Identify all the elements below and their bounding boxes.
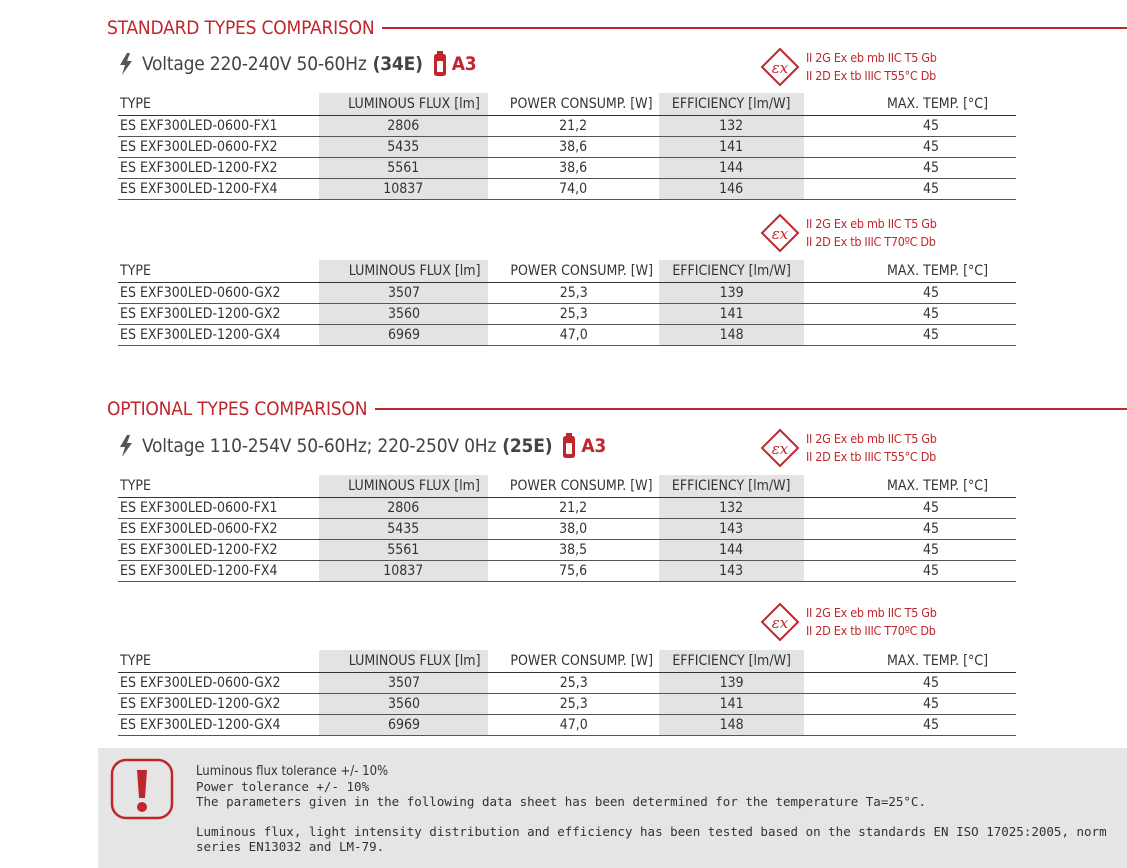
cell-power: 74,0 [488, 179, 659, 200]
spec-table-standard-gx [118, 260, 1016, 346]
cell-power: 38,6 [488, 137, 659, 158]
svg-text:εx: εx [771, 614, 789, 632]
lightning-bolt-icon [118, 435, 134, 457]
voltage-text: Voltage 220-240V 50-60Hz [142, 53, 367, 75]
spec-table-standard-fx [118, 93, 1016, 200]
ex-atex-icon [760, 602, 800, 642]
col-type: TYPE [118, 93, 319, 116]
warning-exclamation-icon [110, 758, 174, 824]
section-title-standard [107, 17, 1127, 39]
cell-type: ES EXF300LED-1200-GX2 [118, 694, 319, 715]
col-efficiency: EFFICIENCY [lm/W] [659, 475, 804, 498]
cell-efficiency: 143 [659, 561, 804, 582]
svg-text:εx: εx [771, 59, 789, 77]
atex-marking [760, 213, 937, 253]
cell-flux: 3507 [319, 673, 488, 694]
cell-max-temp: 45 [804, 325, 1016, 346]
ex-atex-icon [760, 213, 800, 253]
cell-efficiency: 148 [659, 325, 804, 346]
ex-atex-icon [760, 428, 800, 468]
section-divider [375, 408, 1127, 410]
cell-efficiency: 139 [659, 673, 804, 694]
cell-max-temp: 45 [804, 137, 1016, 158]
cell-flux: 3560 [319, 304, 488, 325]
section-title-text: STANDARD TYPES COMPARISON [107, 17, 375, 39]
cell-max-temp: 45 [804, 116, 1016, 137]
cell-efficiency: 144 [659, 540, 804, 561]
col-efficiency: EFFICIENCY [lm/W] [659, 650, 804, 673]
table-row [118, 498, 1016, 519]
atex-marking [760, 602, 937, 642]
table-row [118, 561, 1016, 582]
atex-line-dust: II 2D Ex tb IIIC T70ºC Db [806, 234, 936, 249]
col-luminous-flux: LUMINOUS FLUX [lm] [319, 475, 488, 498]
atex-line-dust: II 2D Ex tb IIIC T55°C Db [806, 449, 936, 464]
cell-flux: 3560 [319, 694, 488, 715]
cell-max-temp: 45 [804, 715, 1016, 736]
cell-type: ES EXF300LED-1200-GX2 [118, 304, 319, 325]
col-efficiency: EFFICIENCY [lm/W] [659, 93, 804, 116]
cell-power: 38,5 [488, 540, 659, 561]
cell-max-temp: 45 [804, 158, 1016, 179]
table-row [118, 519, 1016, 540]
col-efficiency: EFFICIENCY [lm/W] [659, 260, 804, 283]
voltage-code: (25E) [502, 435, 553, 457]
cell-max-temp: 45 [804, 561, 1016, 582]
cell-type: ES EXF300LED-1200-FX2 [118, 158, 319, 179]
cell-flux: 10837 [319, 179, 488, 200]
cell-type: ES EXF300LED-1200-FX4 [118, 179, 319, 200]
col-power: POWER CONSUMP. [W] [488, 475, 659, 498]
svg-text:εx: εx [771, 440, 789, 458]
table-header-row [118, 650, 1016, 673]
cell-power: 25,3 [488, 673, 659, 694]
table-row [118, 283, 1016, 304]
energy-class: A3 [451, 53, 477, 75]
cell-efficiency: 132 [659, 116, 804, 137]
cell-max-temp: 45 [804, 283, 1016, 304]
cell-efficiency: 144 [659, 158, 804, 179]
table-row [118, 540, 1016, 561]
cell-max-temp: 45 [804, 179, 1016, 200]
table-row [118, 304, 1016, 325]
spec-table-optional-fx [118, 475, 1016, 582]
cell-efficiency: 148 [659, 715, 804, 736]
cell-max-temp: 45 [804, 519, 1016, 540]
cell-efficiency: 146 [659, 179, 804, 200]
svg-text:εx: εx [771, 225, 789, 243]
cell-efficiency: 143 [659, 519, 804, 540]
voltage-code: (34E) [372, 53, 423, 75]
notes-panel [98, 748, 1127, 868]
table-row [118, 179, 1016, 200]
col-power: POWER CONSUMP. [W] [488, 260, 659, 283]
cell-max-temp: 45 [804, 540, 1016, 561]
cell-max-temp: 45 [804, 694, 1016, 715]
cell-type: ES EXF300LED-0600-GX2 [118, 673, 319, 694]
table-row [118, 158, 1016, 179]
cell-power: 21,2 [488, 116, 659, 137]
cell-power: 47,0 [488, 325, 659, 346]
cell-flux: 5435 [319, 137, 488, 158]
table-header-row [118, 475, 1016, 498]
col-type: TYPE [118, 475, 319, 498]
section-title-optional [107, 398, 1127, 420]
note-paragraph-line: Luminous flux, light intensity distribution and efficiency has been tested based on the standards EN ISO 17025:2005, norm [196, 824, 1107, 839]
cell-max-temp: 45 [804, 498, 1016, 519]
note-line: The parameters given in the following data sheet has been determined for the temperature Ta=25°C. [196, 794, 926, 809]
cell-type: ES EXF300LED-1200-GX4 [118, 715, 319, 736]
cell-power: 21,2 [488, 498, 659, 519]
cell-flux: 2806 [319, 116, 488, 137]
cell-flux: 5561 [319, 158, 488, 179]
col-luminous-flux: LUMINOUS FLUX [lm] [319, 650, 488, 673]
lightning-bolt-icon [118, 53, 134, 75]
battery-icon [562, 433, 576, 459]
atex-line-dust: II 2D Ex tb IIIC T70ºC Db [806, 623, 936, 638]
cell-power: 47,0 [488, 715, 659, 736]
battery-icon [433, 51, 447, 77]
cell-type: ES EXF300LED-0600-GX2 [118, 283, 319, 304]
atex-marking [760, 47, 937, 87]
table-row [118, 673, 1016, 694]
cell-type: ES EXF300LED-1200-FX4 [118, 561, 319, 582]
col-max-temp: MAX. TEMP. [°C] [804, 93, 1016, 116]
cell-efficiency: 141 [659, 137, 804, 158]
cell-type: ES EXF300LED-0600-FX2 [118, 137, 319, 158]
cell-power: 25,3 [488, 694, 659, 715]
table-row [118, 694, 1016, 715]
col-max-temp: MAX. TEMP. [°C] [804, 475, 1016, 498]
cell-power: 38,6 [488, 158, 659, 179]
atex-line-gas: II 2G Ex eb mb IIC T5 Gb [806, 605, 937, 620]
table-row [118, 715, 1016, 736]
col-power: POWER CONSUMP. [W] [488, 93, 659, 116]
col-type: TYPE [118, 650, 319, 673]
cell-power: 25,3 [488, 304, 659, 325]
spec-table-optional-gx [118, 650, 1016, 736]
col-max-temp: MAX. TEMP. [°C] [804, 260, 1016, 283]
cell-efficiency: 132 [659, 498, 804, 519]
note-line: Luminous flux tolerance +/- 10% [196, 764, 389, 779]
cell-flux: 3507 [319, 283, 488, 304]
table-header-row [118, 93, 1016, 116]
cell-type: ES EXF300LED-0600-FX1 [118, 498, 319, 519]
atex-marking [760, 428, 937, 468]
energy-class: A3 [581, 435, 607, 457]
cell-flux: 10837 [319, 561, 488, 582]
cell-type: ES EXF300LED-0600-FX2 [118, 519, 319, 540]
note-line: Power tolerance +/- 10% [196, 779, 370, 794]
cell-flux: 5561 [319, 540, 488, 561]
cell-efficiency: 141 [659, 694, 804, 715]
voltage-text: Voltage 110-254V 50-60Hz; 220-250V 0Hz [142, 435, 497, 457]
note-paragraph-line: series EN13032 and LM-79. [196, 839, 385, 854]
cell-flux: 2806 [319, 498, 488, 519]
table-row [118, 325, 1016, 346]
voltage-line [118, 433, 606, 459]
cell-power: 75,6 [488, 561, 659, 582]
cell-max-temp: 45 [804, 673, 1016, 694]
cell-flux: 6969 [319, 715, 488, 736]
cell-power: 25,3 [488, 283, 659, 304]
table-header-row [118, 260, 1016, 283]
atex-line-gas: II 2G Ex eb mb IIC T5 Gb [806, 431, 937, 446]
cell-efficiency: 139 [659, 283, 804, 304]
cell-flux: 6969 [319, 325, 488, 346]
cell-type: ES EXF300LED-1200-GX4 [118, 325, 319, 346]
col-max-temp: MAX. TEMP. [°C] [804, 650, 1016, 673]
cell-type: ES EXF300LED-1200-FX2 [118, 540, 319, 561]
cell-max-temp: 45 [804, 304, 1016, 325]
cell-flux: 5435 [319, 519, 488, 540]
col-luminous-flux: LUMINOUS FLUX [lm] [319, 260, 488, 283]
section-title-text: OPTIONAL TYPES COMPARISON [107, 398, 368, 420]
notes-text [196, 764, 1107, 854]
col-power: POWER CONSUMP. [W] [488, 650, 659, 673]
table-row [118, 116, 1016, 137]
atex-line-dust: II 2D Ex tb IIIC T55°C Db [806, 68, 936, 83]
atex-line-gas: II 2G Ex eb mb IIC T5 Gb [806, 50, 937, 65]
table-row [118, 137, 1016, 158]
atex-line-gas: II 2G Ex eb mb IIC T5 Gb [806, 216, 937, 231]
voltage-line [118, 51, 476, 77]
col-luminous-flux: LUMINOUS FLUX [lm] [319, 93, 488, 116]
cell-power: 38,0 [488, 519, 659, 540]
cell-type: ES EXF300LED-0600-FX1 [118, 116, 319, 137]
section-divider [382, 27, 1127, 29]
col-type: TYPE [118, 260, 319, 283]
cell-efficiency: 141 [659, 304, 804, 325]
ex-atex-icon [760, 47, 800, 87]
